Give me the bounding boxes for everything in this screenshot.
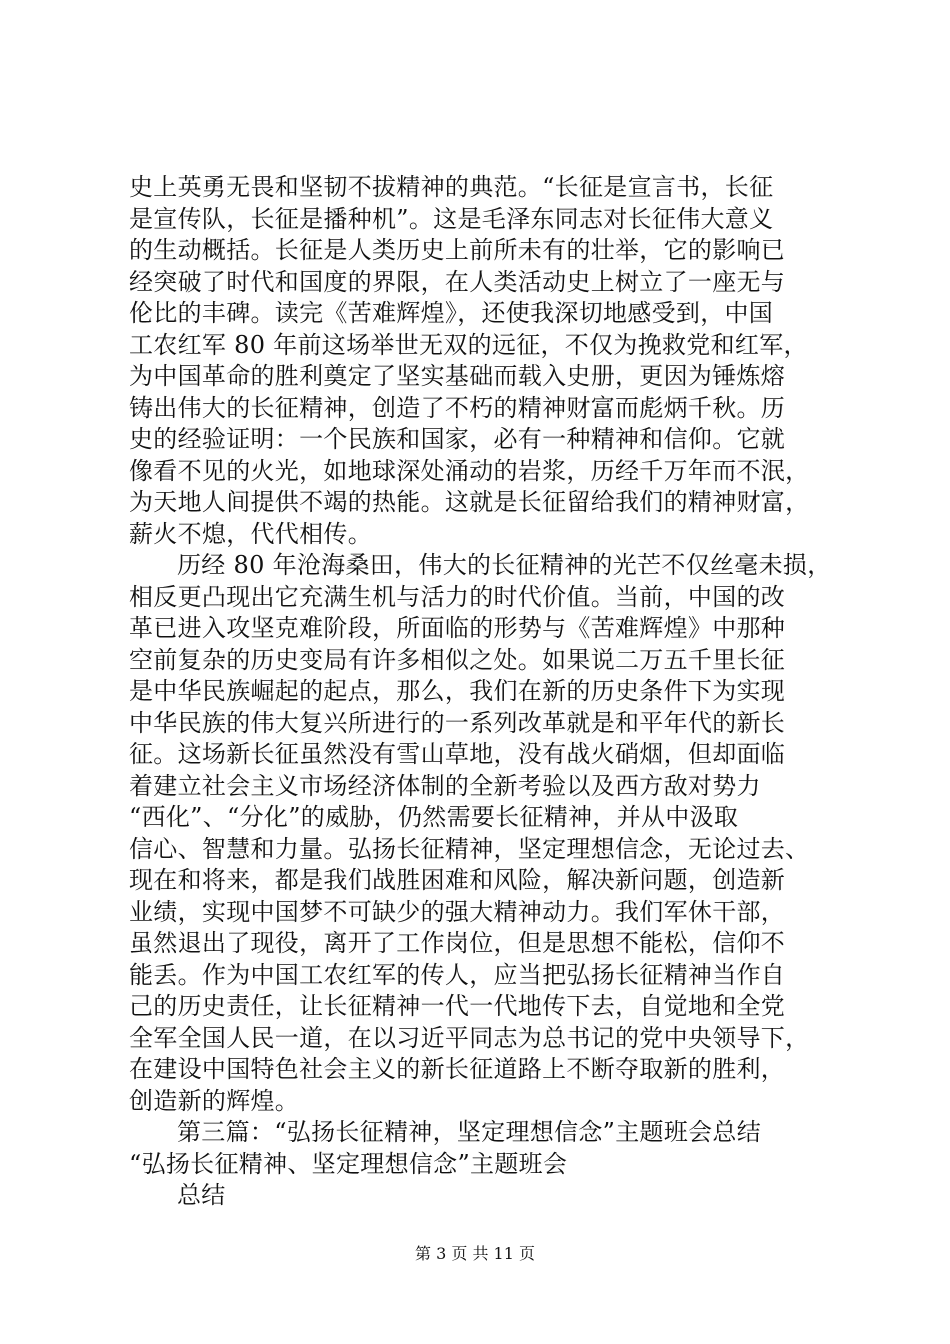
text-line: 革已进入攻坚克难阶段，所面临的形势与《苦难辉煌》中那种	[129, 614, 786, 642]
text-line: 是宣传队，长征是播种机”。这是毛泽东同志对长征伟大意义	[129, 204, 774, 233]
text-line: 像看不见的火光，如地球深处涌动的岩浆，历经千万年而不泯，	[129, 456, 810, 485]
section-heading: 第三篇：“弘扬长征精神，坚定理想信念”主题班会总结	[177, 1118, 762, 1146]
section-subheading-continued: 总结	[177, 1181, 226, 1209]
text-line: 相反更凸现出它充满生机与活力的时代价值。当前，中国的改	[129, 582, 786, 611]
text-line: 史上英勇无畏和坚韧不拔精神的典范。“长征是宣言书，长征	[129, 173, 774, 201]
text-line: 全军全国人民一道，在以习近平同志为总书记的党中央领导下，	[129, 1023, 810, 1052]
text-line: 伦比的丰碑。读完《苦难辉煌》，还使我深切地感受到，中国	[129, 299, 774, 327]
text-line: 史的经验证明：一个民族和国家，必有一种精神和信仰。它就	[129, 425, 786, 453]
paragraph-first-line: 历经 80 年沧海桑田，伟大的长征精神的光芒不仅丝毫未损，	[177, 551, 832, 579]
text-line: 经突破了时代和国度的界限，在人类活动史上树立了一座无与	[129, 267, 786, 296]
text-line: 的生动概括。长征是人类历史上前所未有的壮举，它的影响已	[129, 236, 786, 264]
text-line: 能丢。作为中国工农红军的传人，应当把弘扬长征精神当作自	[129, 960, 786, 989]
text-line: 征。这场新长征虽然没有雪山草地，没有战火硝烟，但却面临	[129, 740, 786, 768]
section-subheading: “弘扬长征精神、坚定理想信念”主题班会	[129, 1149, 568, 1178]
text-line: 信心、智慧和力量。弘扬长征精神，坚定理想信念，无论过去、	[129, 834, 810, 863]
text-line: 工农红军 80 年前这场举世无双的远征，不仅为挽救党和红军，	[129, 330, 808, 359]
text-line: 着建立社会主义市场经济体制的全新考验以及西方敌对势力	[129, 771, 761, 800]
text-line: 创造新的辉煌。	[129, 1086, 300, 1115]
text-line: 空前复杂的历史变局有许多相似之处。如果说二万五千里长征	[129, 645, 786, 674]
text-line: 虽然退出了现役，离开了工作岗位，但是思想不能松，信仰不	[129, 929, 786, 957]
page-footer: 第 3 页 共 11 页	[415, 1244, 535, 1263]
text-line: 为天地人间提供不竭的热能。这就是长征留给我们的精神财富，	[129, 488, 810, 516]
document-body	[129, 172, 832, 1212]
text-line: 铸出伟大的长征精神，创造了不朽的精神财富而彪炳千秋。历	[129, 393, 786, 422]
text-line: 中华民族的伟大复兴所进行的一系列改革就是和平年代的新长	[129, 708, 786, 737]
text-line: 己的历史责任，让长征精神一代一代地传下去，自觉地和全党	[129, 992, 786, 1020]
text-line: 业绩，实现中国梦不可缺少的强大精神动力。我们军休干部，	[129, 897, 786, 926]
text-line: 是中华民族崛起的起点，那么，我们在新的历史条件下为实现	[129, 677, 786, 705]
text-line: “西化”、“分化”的威胁，仍然需要长征精神，并从中汲取	[129, 803, 739, 831]
text-line: 在建设中国特色社会主义的新长征道路上不断夺取新的胜利，	[129, 1055, 786, 1083]
text-line: 为中国革命的胜利奠定了坚实基础而载入史册，更因为锤炼熔	[129, 362, 786, 390]
text-line: 薪火不熄，代代相传。	[129, 519, 372, 548]
text-line: 现在和将来，都是我们战胜困难和风险，解决新问题，创造新	[129, 866, 786, 894]
